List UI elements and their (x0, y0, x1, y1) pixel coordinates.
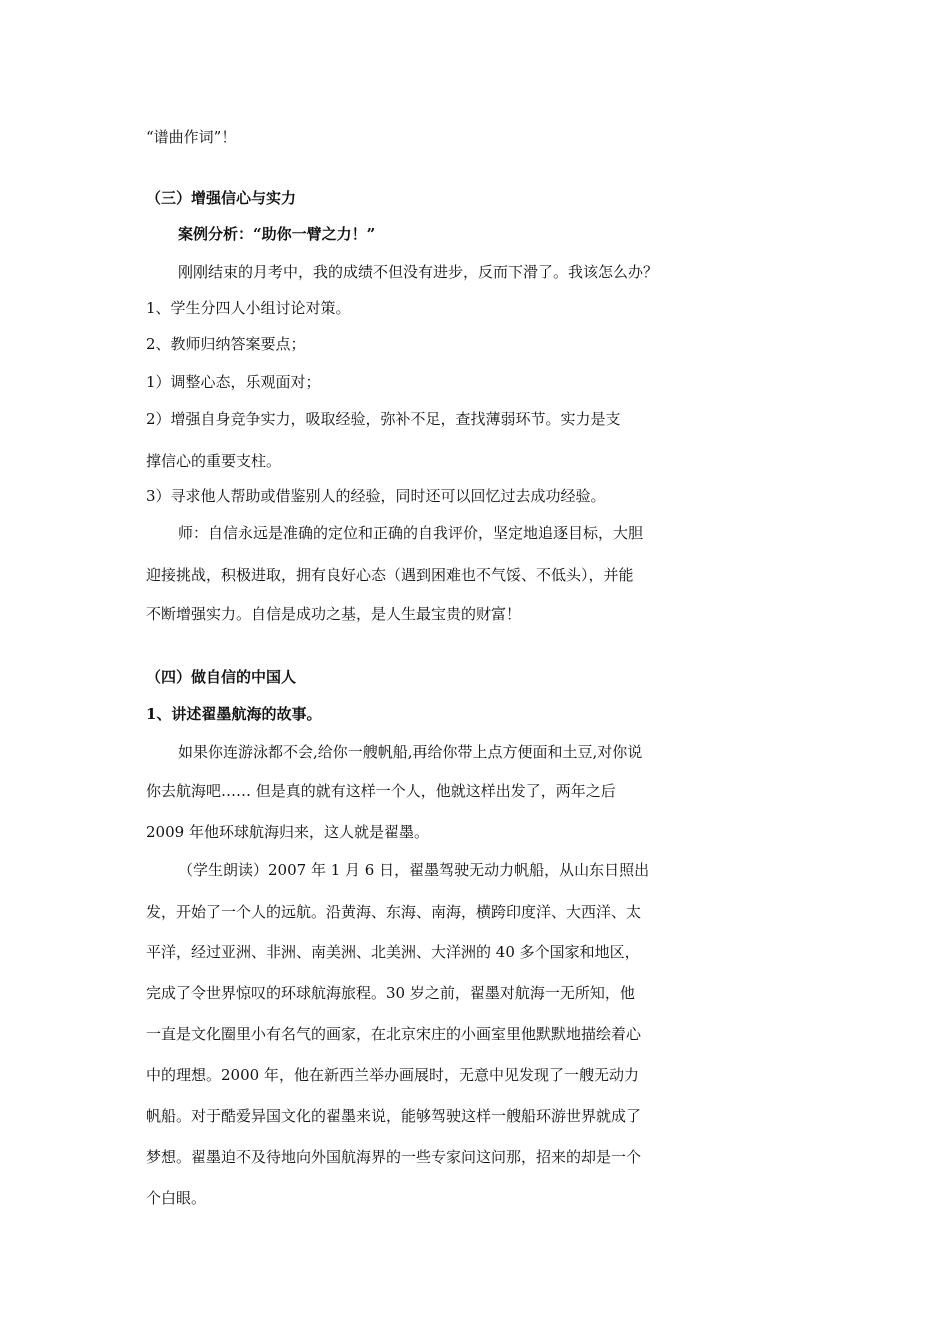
text-line: “谱曲作词”！ (146, 128, 237, 146)
paragraph-line: 2009 年他环球航海归来，这人就是翟墨。 (146, 823, 429, 841)
section-heading: （三）增强信心与实力 (146, 189, 297, 207)
paragraph-line: 中的理想。2000 年，他在新西兰举办画展时，无意中见发现了一艘无动力 (146, 1066, 639, 1084)
list-item: 1）调整心态，乐观面对； (146, 373, 321, 391)
list-item: 2、教师归纳答案要点； (146, 335, 306, 353)
paragraph-line: 如果你连游泳都不会,给你一艘帆船,再给你带上点方便面和土豆,对你说 (178, 743, 643, 761)
paragraph-line: 平洋，经过亚洲、非洲、南美洲、北美洲、大洋洲的 40 多个国家和地区， (146, 943, 640, 961)
paragraph-line: 一直是文化圈里小有名气的画家，在北京宋庄的小画室里他默默地描绘着心 (146, 1025, 642, 1043)
section-heading: （四）做自信的中国人 (146, 668, 297, 686)
list-item: 2）增强自身竞争实力，吸取经验，弥补不足，查找薄弱环节。实力是支 (146, 410, 621, 428)
paragraph-line: 迎接挑战，积极进取，拥有良好心态（遇到困难也不气馁、不低头），并能 (146, 566, 634, 584)
paragraph-line: 梦想。翟墨迫不及待地向外国航海界的一些专家问这问那，招来的却是一个 (146, 1148, 642, 1166)
paragraph-line: 撑信心的重要支柱。 (146, 452, 282, 470)
paragraph-line: 不断增强实力。自信是成功之基，是人生最宝贵的财富！ (146, 605, 522, 623)
list-item: 3）寻求他人帮助或借鉴别人的经验，同时还可以回忆过去成功经验。 (146, 487, 606, 505)
paragraph-line: 刚刚结束的月考中，我的成绩不但没有进步，反而下滑了。我该怎么办？ (178, 263, 659, 281)
list-item: 1、学生分四人小组讨论对策。 (146, 299, 351, 317)
paragraph-line: 个白眼。 (146, 1189, 207, 1207)
paragraph-line: 师：自信永远是准确的定位和正确的自我评价，坚定地追逐目标，大胆 (178, 524, 644, 542)
case-analysis-heading: 案例分析：“助你一臂之力！” (178, 225, 376, 243)
paragraph-line: （学生朗读）2007 年 1 月 6 日，翟墨驾驶无动力帆船，从山东日照出 (178, 861, 650, 879)
subsection-heading: 1、讲述翟墨航海的故事。 (146, 705, 322, 723)
paragraph-line: 帆船。对于酷爱异国文化的翟墨来说，能够驾驶这样一艘船环游世界就成了 (146, 1107, 642, 1125)
paragraph-line: 你去航海吧…… 但是真的就有这样一个人，他就这样出发了，两年之后 (146, 782, 616, 800)
paragraph-line: 完成了令世界惊叹的环球航海旅程。30 岁之前，翟墨对航海一无所知，他 (146, 984, 635, 1002)
paragraph-line: 发，开始了一个人的远航。沿黄海、东海、南海，横跨印度洋、大西洋、太 (146, 903, 642, 921)
